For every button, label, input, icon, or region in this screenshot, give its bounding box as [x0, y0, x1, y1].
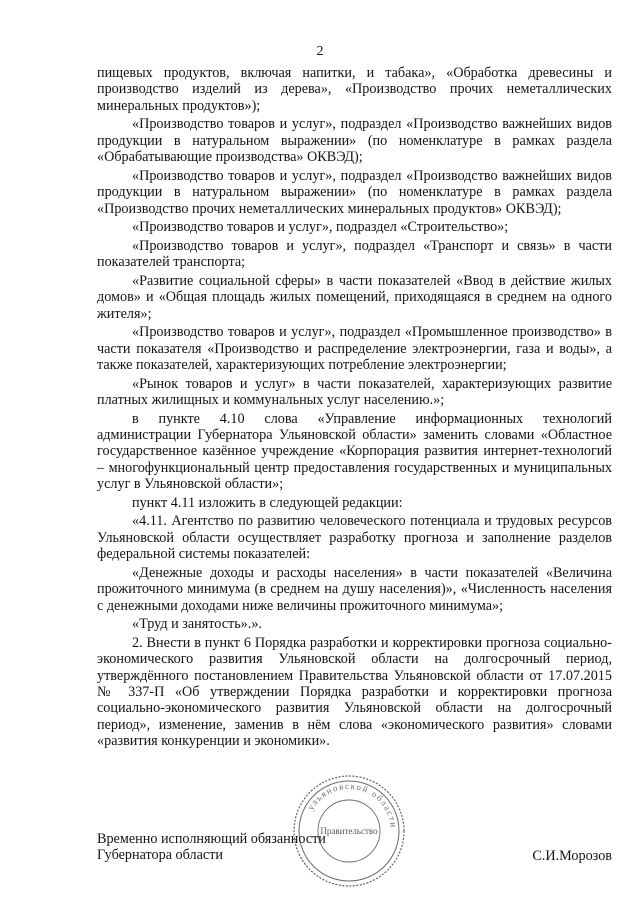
paragraph: «Производство товаров и услуг», подраздел «Строительство»; [132, 219, 509, 236]
paragraph: «Денежные доходы и расходы населения» в части показателей «Величина прожиточного минимума (в среднем на душу населения)», «Численность населения с денежными доходами ниже величины прожиточного минимума»; [97, 564, 612, 614]
paragraph: «Производство товаров и услуг», подраздел «Производство важнейших видов продукции в натуральном выражении» (по номенклатуре в рамках раздела «Обрабатывающие производства» ОКВЭД); [97, 116, 612, 166]
paragraph: 2. Внести в пункт 6 Порядка разработки и корректировки прогноза социально-экономического развития Ульяновской области на долгосрочный период, утверждённого постановлением Правительства Ульяновской области от 17.07.2015 № 337-П «Об утверждении Порядка разработки и корректировки прогноза социально-экономического развития Ульяновской области на долгосрочный период», изменение, заменив в нём слова «экономического развития» словами «развития конкуренции и экономики». [97, 634, 612, 750]
paragraph: пищевых продуктов, включая напитки, и табака», «Обработка древесины и производство изделий из дерева», «Производство прочих неметаллических минеральных продуктов»); [97, 65, 612, 114]
signatory-position-line-2: Губернатора области [97, 847, 223, 864]
signatory-position-line-1: Временно исполняющий обязанности [97, 831, 326, 847]
paragraph: «Труд и занятость».». [132, 616, 262, 633]
seal-ring-text: ульяновской области [305, 780, 400, 830]
paragraph: «Развитие социальной сферы» в части показателей «Ввод в действие жилых домов» и «Общая площадь жилых помещений, приходящаяся в среднем на одного жителя»; [97, 272, 612, 322]
signatory-name: С.И.Морозов [532, 848, 612, 864]
paragraph: «Рынок товаров и услуг» в части показателей, характеризующих развитие платных жилищных и коммунальных услуг населению.»; [97, 375, 612, 409]
paragraph: «Производство товаров и услуг», подраздел «Транспорт и связь» в части показателей транспорта; [97, 237, 612, 271]
page-number: 2 [316, 44, 324, 59]
paragraph: в пункте 4.10 слова «Управление информационных технологий администрации Губернатора Ульяновской области» заменить словами «Областное государственное казённое учреждение «Корпорация развития интернет-технологий – многофункциональный центр предоставления государственных и муниципальных услуг в Ульяновской области»; [97, 410, 612, 493]
paragraph: пункт 4.11 изложить в следующей редакции: [132, 494, 403, 511]
paragraph: «Производство товаров и услуг», подраздел «Промышленное производство» в части показателя «Производство и распределение электроэнергии, газа и воды», а также показателей, характеризующих потребление электроэнергии; [97, 324, 612, 374]
seal-center-text: Правительство [320, 826, 378, 836]
signatory-position [97, 831, 326, 864]
document-body [97, 65, 612, 752]
paragraph: «Производство товаров и услуг», подраздел «Производство важнейших видов продукции в натуральном выражении» (по номенклатуре в рамках раздела «Производство прочих неметаллических минеральных продуктов» ОКВЭД); [97, 167, 612, 217]
paragraph: «4.11. Агентство по развитию человеческого потенциала и трудовых ресурсов Ульяновской области осуществляет разработку прогноза и заполнение разделов федеральной системы показателей: [97, 513, 612, 563]
